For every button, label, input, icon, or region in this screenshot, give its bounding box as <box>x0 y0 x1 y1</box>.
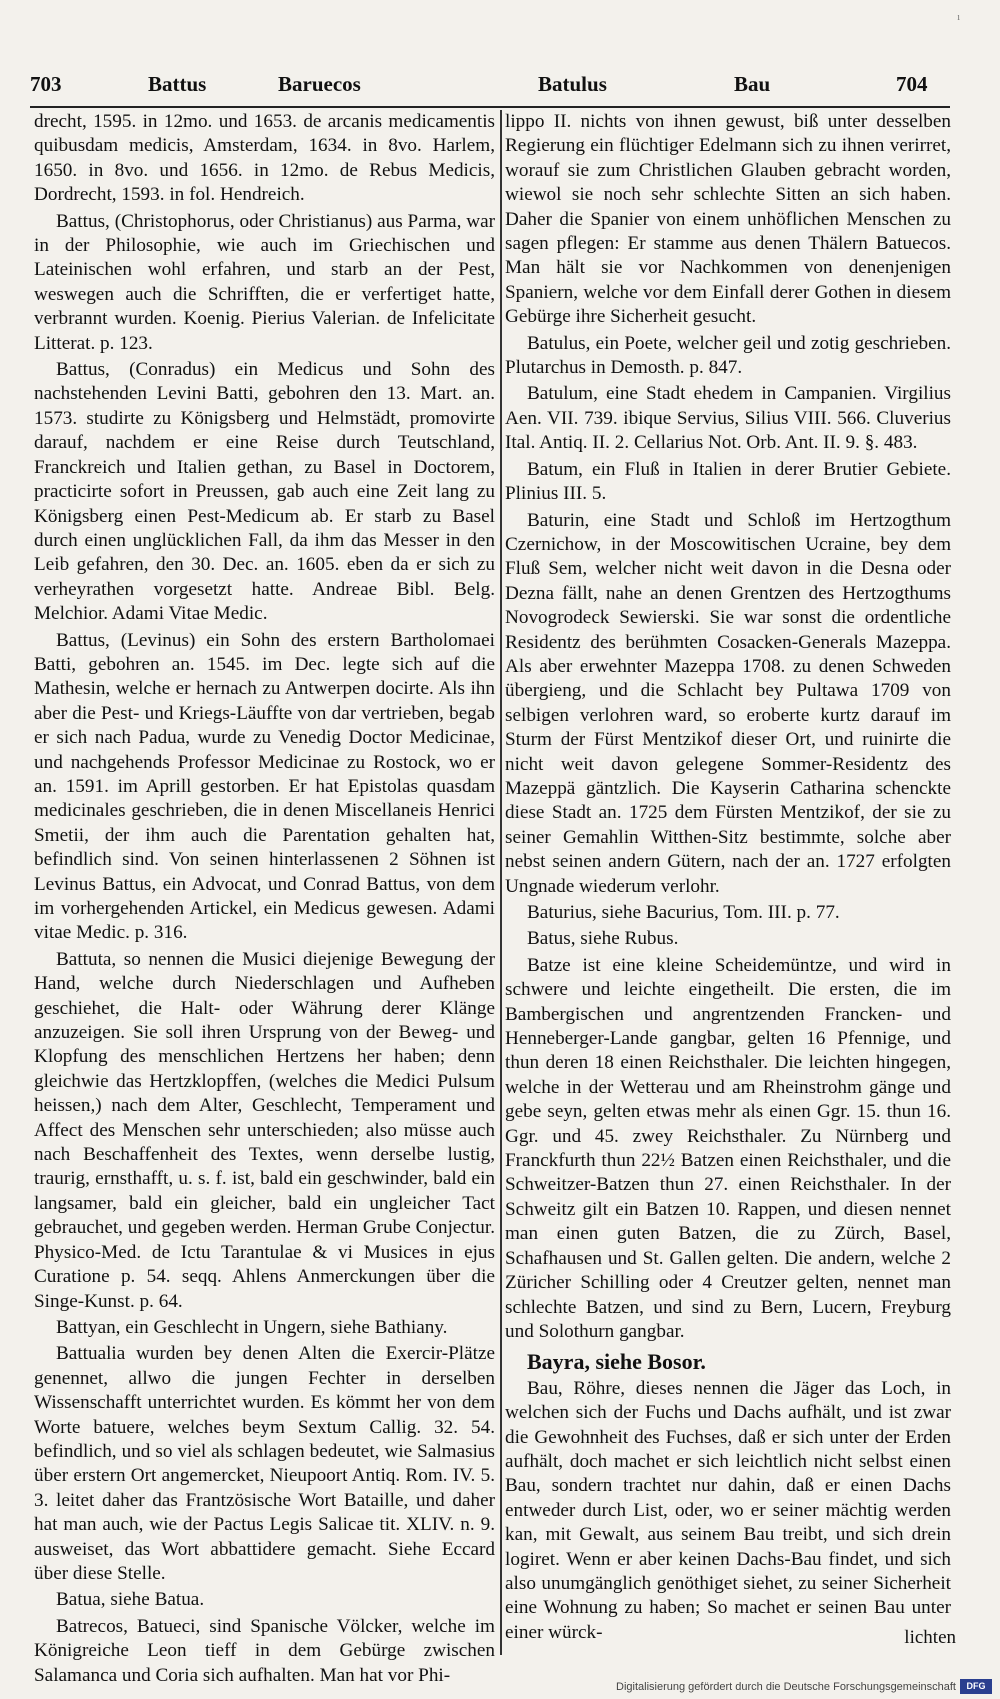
dictionary-entry: drecht, 1595. in 12mo. und 1653. de arcanis medicamentis quibusdam medicis, Amsterdam, 1634. in 8vo. Harlem, 1650. in 8vo. und 1656. in 12mo. de Rebus Medicis, Dordrecht, 1593. in fol. Hendreich. <box>34 111 495 206</box>
corner-mark: ı <box>957 12 960 23</box>
dictionary-entry: Bau, Röhre, dieses nennen die Jäger das Loch, in welchen sich der Fuchs und Dachs aufhält, und ist zwar die Gewohnheit des Fuchses, daß er sich unter der Erden aufhält, doch machet er sich leichtlich nicht selbst einen Bau, sondern trachtet nur dahin, daß er einen Dachs entweder durch List, oder, wo er seiner mächtig werden kan, mit Gewalt, aus seinem Bau treibt, und sich drein logiret. Wenn er aber keinen Dachs-Bau findet, und sich also unumgänglich genöthiget siehet, zu seiner Sicherheit eine Wohnung zu haben; So machet er seinen Bau unter einer würck- <box>505 1377 951 1643</box>
dfg-logo: DFG <box>960 1679 992 1694</box>
catchword: lichten <box>904 1627 956 1648</box>
header-rule <box>30 106 950 108</box>
dictionary-entry: Battualia wurden bey denen Alten die Exercir-Plätze genennet, allwo die jungen Fechter in derselben Wissenschafft unterrichtet wurden. Es kömmt her von dem Worte batuere, welches beym Sextum Callig. 32. 54. befindlich, und so viel als schlagen bedeutet, wie Salmasius über erstern Ort angemercket, Nieupoort Antiq. Rom. IV. 5. 3. leitet daher das Frantzösische Wort Bataille, und daher hat man auch, wie der Pactus Legis Salicae tit. XLIV. n. 9. ausweiset, das Wort abbattidere gemacht. Siehe Eccard über diese Stelle. <box>34 1343 495 1584</box>
dictionary-entry: Bayra, siehe Bosor. <box>527 1349 706 1375</box>
page-number-left: 703 <box>30 72 62 96</box>
page-number-right: 704 <box>896 72 928 96</box>
dictionary-entry: Baturin, eine Stadt und Schloß im Hertzogthum Czernichow, in der Moscowitischen Ucraine, bey dem Fluß Sem, welcher nicht weit davon in die Desna oder Dezna fällt, nahe an denen Grentzen des Hertzogthums Novogrodeck Sewierski. Sie war sonst die ordentliche Residentz des berühmten Cosacken-Generals Mazeppa. Als aber erwehnter Mazeppa 1708. zu denen Schweden übergieng, und die Schlacht bey Pultawa 1709 von selbigen verlohren ward, so eroberte kurtz darauf im Sturm der Fürst Mentzikof dieser Ort, und ruinirte die nicht weit davon gelegene Sommer-Residentz des Mazeppä gäntzlich. Die Kayserin Catharina schenckte diese Stadt an. 1725 dem Fürsten Mentzikof, der sie zu seiner Gemahlin Witthen-Sitz bestimmte, solche aber nebst seinen andern Gütern, nach der an. 1727 erfolgten Ungnade wiederum verlohr. <box>505 509 951 897</box>
dictionary-entry: Batze ist eine kleine Scheidemüntze, und wird in schwere und leichte eingetheilt. Die ersten, die im Bambergischen und angrentzenden Francken- und Henneberger-Lande gangbar, gelten 16 Pfennige, und thun deren 18 einen Reichsthaler. Die leichten hingegen, welche in der Wetterau und am Rheinstrohm gänge und gebe seyn, gelten etwas mehr als einen Ggr. 15. thun 16. Ggr. und 45. zwey Reichsthaler. Zu Nürnberg und Franckfurth thun 22½ Batzen einen Reichsthaler, und die Schweitzer-Batzen thun 27. einen Reichsthaler. In der Schweitz gilt ein Batzen 10. Rappen, und diesen nennet man einen guten Batzen, die zu Zürch, Basel, Schafhausen und St. Gallen gelten. Die andern, welche 2 Züricher Schilling oder 4 Creutzer gelten, nennet man schlechte Batzen, und sind zu Bern, Lucern, Freyburg und Solothurn gangbar. <box>505 954 951 1342</box>
dictionary-entry: Battuta, so nennen die Musici diejenige Bewegung der Hand, welche durch Niederschlagen und Aufheben geschiehet, die Halt- oder Währung derer Klänge anzuzeigen. Sie soll ihren Ursprung von der Beweg- und Klopfung des menschlichen Hertzens her haben; denn gleichwie das Hertzklopffen, (welches die Medici Pulsum heissen,) nach dem Alter, Geschlecht, Temperament und Affect des Menschen sehr unterschieden; also müsse auch nach Beschaffenheit des Textes, wenn derselbe lustig, traurig, ernsthafft, u. s. f. ist, bald ein geschwinder, bald ein langsamer, bald ein gleicher, bald ein ungleicher Tact gebrauchet, und gegeben werden. Herman Grube Conjectur. Physico-Med. de Ictu Tarantulae & vi Musices in ejus Curatione p. 54. seqq. Ahlens Anmerckungen über die Singe-Kunst. p. 64. <box>34 948 495 1312</box>
dictionary-entry: Baturius, siehe Bacurius, Tom. III. p. 77. <box>527 902 840 923</box>
headword-right-2: Bau <box>734 72 771 96</box>
dictionary-entry: Batulus, ein Poete, welcher geil und zotig geschrieben. Plutarchus in Demosth. p. 847. <box>505 332 951 379</box>
left-column <box>34 110 495 1686</box>
footer <box>0 1675 1000 1699</box>
headword-left-2: Baruecos <box>278 72 361 96</box>
dictionary-entry: Batrecos, Batueci, sind Spanische Völcker, welche im Königreiche Leon tieff in dem Gebürge zwischen Salamanca und Coria sich aufhalten. Man hat vor Phi- <box>34 1615 495 1686</box>
dictionary-entry: Battus, (Conradus) ein Medicus und Sohn des nachstehenden Levini Batti, gebohren den 13. Mart. an. 1573. studirte zu Königsberg und Helmstädt, promovirte darauf, nachdem er eine Reise durch Teutschland, Franckreich und Italien gethan, zu Basel in Doctorem, practicirte sofort in Preussen, gab auch eine Zeit lang zu Königsberg einen Pest-Medicum ab. Er starb zu Basel durch einen unglücklichen Fall, da ihm das Messer in den Leib gefahren, den 30. Dec. an. 1605. eben da er sich zu verheyrathen vorgesetzt hatte. Andreae Bibl. Belg. Melchior. Adami Vitae Medic. <box>34 359 495 625</box>
right-column <box>505 110 951 1650</box>
headword-left-1: Battus <box>148 72 207 96</box>
dictionary-entry: Batua, siehe Batua. <box>56 1589 205 1611</box>
footer-credit: Digitalisierung gefördert durch die Deutsche Forschungsgemeinschaft <box>616 1681 956 1693</box>
headword-right-1: Batulus <box>538 72 607 96</box>
column-divider <box>500 110 502 1655</box>
dictionary-entry: Batus, siehe Rubus. <box>527 928 679 950</box>
dictionary-entry: lippo II. nichts von ihnen gewust, biß unter desselben Regierung ein flüchtiger Edelmann sich zu ihnen verirret, worauf sie zum Christlichen Glauben gebracht worden, wiewol sie noch sehr schlechte Sitten an sich haben. Daher die Spanier von einem unhöflichen Menschen zu sagen pflegen: Er stamme aus denen Thälern Batuecos. Man hält sie vor Nachkommen von denenjenigen Spaniern, welche vor dem Einfall derer Gothen in diesem Gebürge ihre Sicherheit gesucht. <box>505 111 951 328</box>
running-header <box>30 68 950 108</box>
dictionary-entry: Battyan, ein Geschlecht in Ungern, siehe Bathiany. <box>56 1316 448 1338</box>
dictionary-entry: Batulum, eine Stadt ehedem in Campanien. Virgilius Aen. VII. 739. ibique Servius, Silius VIII. 566. Cluverius Ital. Antiq. II. 2. Cellarius Not. Orb. Ant. II. 9. §. 483. <box>505 383 951 454</box>
dictionary-entry: Battus, (Levinus) ein Sohn des erstern Bartholomaei Batti, gebohren an. 1545. im Dec. legte sich auf die Mathesin, welche er hernach zu Antwerpen docirte. Als ihn aber die Pest- und Kriegs-Läuffte von dar vertrieben, begab er sich nach Padua, wurde zu Venedig Doctor Medicinae, und nachgehends Professor Medicinae zu Rostock, wo er an. 1591. im Aprill gestorben. Er hat Epistolas quasdam medicinales geschrieben, die in denen Miscellaneis Henrici Smetii, der ihm auch die Parentation gehalten hat, befindlich sind. Von seinen hinterlassenen 2 Söhnen ist Levinus Battus, ein Advocat, und Conrad Battus, von dem im vorhergehenden Artickel, ein Medicus gewesen. Adami vitae Medic. p. 316. <box>34 629 495 944</box>
dictionary-entry: Battus, (Christophorus, oder Christianus) aus Parma, war in der Philosophie, wie auch im Griechischen und Lateinischen wohl erfahren, und starb an der Pest, weswegen auch die Schrifften, die er verfertiget hatte, verbrannt wurden. Koenig. Pierius Valerian. de Infelicitate Litterat. p. 123. <box>34 210 495 354</box>
dictionary-entry: Batum, ein Fluß in Italien in derer Brutier Gebiete. Plinius III. 5. <box>505 458 951 505</box>
